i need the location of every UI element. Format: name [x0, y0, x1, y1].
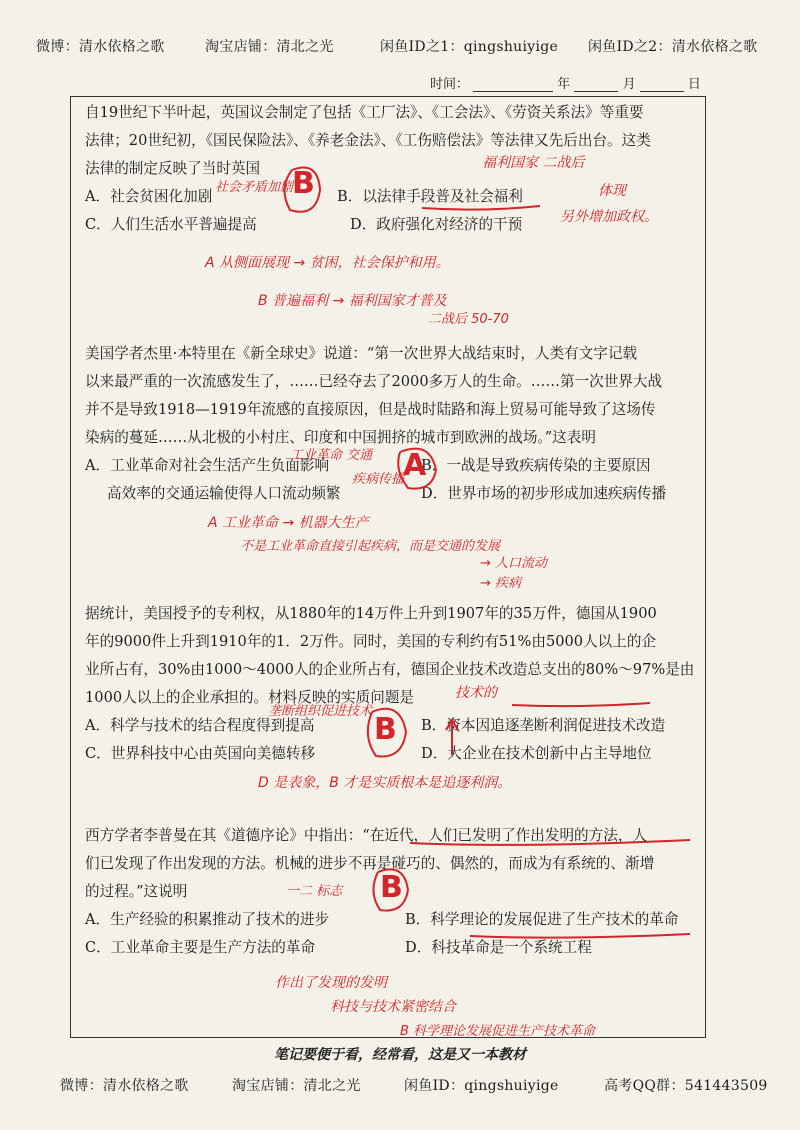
- question-stem-line: 美国学者杰里·本特里在《新全球史》说道：“第一次世界大战结束时，人类有文字记载: [85, 345, 638, 362]
- handwritten-note: 疾病传播: [352, 472, 405, 487]
- handwritten-note: 体现: [598, 183, 626, 199]
- handwritten-note: 作出了发现的发明: [275, 975, 387, 991]
- question-stem-line: 的过程。”这说明: [85, 883, 188, 900]
- option-c: C．工业革命主要是生产方法的革命: [85, 939, 316, 956]
- header-xianyu-2: 闲鱼ID之2：清水依格之歌: [588, 39, 758, 55]
- option-c: C．世界科技中心由英国向美德转移: [85, 745, 316, 762]
- question-stem-line: 业所占有，30%由1000～4000人的企业所占有，德国企业技术改造总支出的80%～97%是由: [85, 661, 695, 678]
- question-stem-line: 们已发现了作出发现的方法。机械的进步不再是碰巧的、偶然的，而成为有系统的、渐增: [85, 855, 655, 872]
- handwritten-note: B 科学理论发展促进生产技术革命: [400, 1024, 596, 1039]
- handwritten-note: → 人口流动: [480, 556, 548, 571]
- header-xianyu-1: 闲鱼ID之1：qingshuiyige: [380, 39, 559, 55]
- footer-qq: 高考QQ群：541443509: [604, 1078, 768, 1094]
- option-a: A．生产经验的积累推动了技术的进步: [85, 911, 330, 928]
- handwritten-note: A 工业革命 → 机器大生产: [208, 515, 369, 531]
- question-stem-line: 法律的制定反映了当时英国: [85, 160, 261, 177]
- question-stem-line: 以来最严重的一次流感发生了，……已经夺去了2000多万人的生命。……第一次世界大战: [85, 373, 663, 390]
- underline-mark: [410, 840, 690, 845]
- handwritten-note: → 疾病: [480, 576, 522, 591]
- handwritten-answer: A: [403, 448, 427, 483]
- footer-taobao: 淘宝店铺：清北之光: [232, 1078, 361, 1094]
- question-stem-line: 法律；20世纪初，《国民保险法》、《养老金法》、《工伤赔偿法》等法律又先后出台。这类: [85, 132, 651, 149]
- handwritten-answer: B: [292, 166, 315, 201]
- question-stem-line: 染病的蔓延……从北极的小村庄、印度和中国拥挤的城市到欧洲的战场。”这表明: [85, 429, 596, 446]
- question-stem-line: 西方学者李普曼在其《道德序论》中指出：“在近代，人们已发明了作出发明的方法，人: [85, 827, 648, 844]
- arrow-mark: [446, 720, 458, 755]
- day-label: 日: [687, 77, 701, 92]
- option-a: A．科学与技术的结合程度得到提高: [85, 717, 315, 734]
- question-stem-line: 自19世纪下半叶起，英国议会制定了包括《工厂法》、《工会法》、《劳资关系法》等重要: [85, 104, 644, 121]
- option-c: C．人们生活水平普遍提高: [85, 216, 257, 233]
- handwritten-answer: B: [380, 870, 403, 905]
- option-d: D．世界市场的初步形成加速疾病传播: [421, 485, 667, 502]
- handwritten-note: A 从侧面展现 → 贫困，社会保护和用。: [205, 255, 450, 271]
- year-label: 年: [557, 77, 571, 92]
- option-a: A．社会贫困化加剧: [85, 188, 213, 205]
- page-footer: [0, 1075, 800, 1097]
- handwritten-answer: B: [374, 712, 397, 747]
- handwritten-note: 不是工业革命直接引起疾病，而是交通的发展: [240, 539, 501, 554]
- underline-mark: [512, 703, 650, 706]
- option-a-continued: 高效率的交通运输使得人口流动频繁: [107, 485, 341, 502]
- date-label: 时间：: [430, 77, 470, 92]
- handwritten-note: D 是表象，B 才是实质根本是追逐利润。: [258, 775, 512, 791]
- tagline: 笔记要便于看，经常看，这是又一本教材: [274, 1047, 526, 1063]
- option-d: D．政府强化对经济的干预: [350, 216, 523, 233]
- underline-mark: [422, 206, 540, 210]
- question-stem-line: 1000人以上的企业承担的。材料反映的实质问题是: [85, 689, 415, 706]
- handwritten-note: 另外增加政权。: [560, 209, 658, 225]
- underline-mark: [470, 934, 690, 938]
- question-stem-line: 年的9000件上升到1910年的1．2万件。同时，美国的专利约有51%由5000人以上的企: [85, 633, 657, 650]
- footer-weibo: 微博：清水依格之歌: [60, 1078, 189, 1094]
- handwritten-note: 二战后 50-70: [428, 312, 509, 327]
- handwritten-note: 科技与技术紧密结合: [330, 999, 456, 1015]
- handwritten-note: B 普遍福利 → 福利国家才普及: [258, 293, 447, 309]
- option-d: D．大企业在技术创新中占主导地位: [421, 745, 652, 762]
- handwritten-note: 福利国家 二战后: [482, 155, 585, 171]
- handwritten-note: 垄断组织促进技术: [268, 704, 373, 719]
- header-taobao: 淘宝店铺：清北之光: [205, 39, 334, 55]
- handwritten-note: 技术的: [455, 685, 497, 701]
- header-weibo: 微博：清水依格之歌: [36, 39, 165, 55]
- option-b: B．以法律手段普及社会福利: [337, 188, 523, 205]
- option-b: B．科学理论的发展促进了生产技术的革命: [405, 911, 679, 928]
- question-stem-line: 据统计，美国授予的专利权，从1880年的14万件上升到1907年的35万件，德国从1900: [85, 605, 657, 622]
- month-label: 月: [622, 77, 636, 92]
- footer-xianyu: 闲鱼ID：qingshuiyige: [404, 1078, 559, 1094]
- option-b: B．资本因追逐垄断利润促进技术改造: [421, 717, 666, 734]
- option-d: D．科技革命是一个系统工程: [405, 939, 592, 956]
- question-stem-line: 并不是导致1918—1919年流感的直接原因，但是战时陆路和海上贸易可能导致了这场传: [85, 401, 656, 418]
- handwritten-note: 工业革命 交通: [290, 448, 373, 463]
- option-a: A．工业革命对社会生活产生负面影响: [85, 457, 330, 474]
- option-b: B．一战是导致疾病传染的主要原因: [421, 457, 651, 474]
- handwritten-note: 社会矛盾加剧: [215, 180, 294, 195]
- handwritten-note: 一二 标志: [286, 884, 343, 899]
